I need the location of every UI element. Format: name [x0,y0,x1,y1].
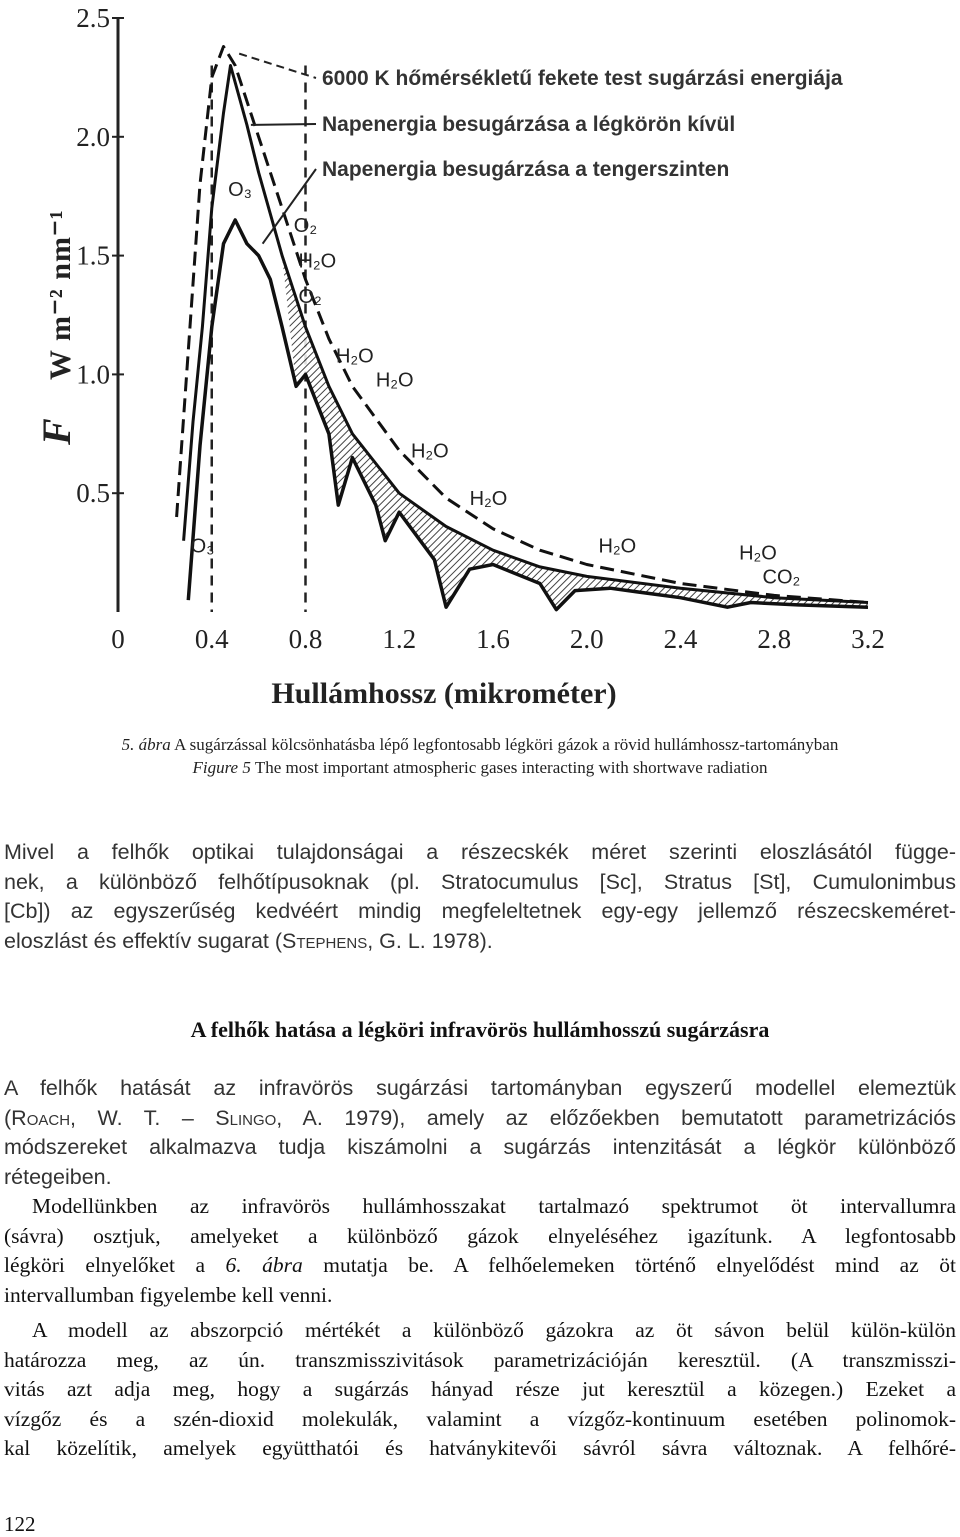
y-tick-label: 0.5 [76,478,110,509]
gas-label: H₂O [375,369,414,392]
gas-label: H₂O [298,250,337,273]
gas-labels [191,179,801,588]
figure-caption-en [0,757,960,779]
paragraph-3-line: intervallumban figyelembe kell venni. [4,1282,333,1307]
author-name: Slingo [215,1105,277,1130]
legend-entry: 6000 K hőmérsékletű fekete test sugárzási energiája [322,67,843,90]
paragraph-2-line: módszereket alkalmazva tudja kiszámolni a sugárzás intenzitását a légkör különböző [4,1135,956,1159]
absorption-hatch-area [282,256,868,610]
paragraph-3-line: Modellünkben az infravörös hullámhosszakat tartalmazó spektrumot öt intervallumra [32,1194,956,1218]
legend-entry: Napenergia besugárzása a tengerszinten [322,158,730,181]
paragraph-4-line: vitás azt adja meg, hogy a sugárzás hányad része jut keresztül a közegen.) Ezeket a [4,1377,956,1401]
x-axis-label: Hullámhossz (mikrométer) [271,677,617,710]
text-fragment: ( [4,1105,12,1130]
series-line-2 [184,66,868,603]
paragraph-1-line [4,927,956,957]
paragraph-3 [4,1192,956,1310]
x-tick-label: 0 [111,624,125,654]
x-tick-label: 2.4 [663,624,698,654]
paragraph-4-line: kal közelítik, amelyek együtthatói és hatványkitevői sávról sávra változnak. A felhőré- [4,1436,956,1460]
figure-label-en: Figure 5 [192,758,251,777]
gas-label: H₂O [739,542,777,565]
figure-label-hu: 5. ábra [121,735,171,754]
x-tick-label: 1.2 [382,624,417,654]
text-fragment: légköri elnyelőket a [4,1253,226,1277]
text-fragment: , A. 1979), amely az előzőekben bemutatott parametrizációs [276,1105,956,1130]
x-tick-label: 0.4 [194,624,229,654]
figure-caption-hu-text: A sugárzással kölcsönhatásba lépő legfontosabb légköri gázok a rövid hullámhossz-tartományban [174,735,839,754]
x-tick-label: 1.6 [476,624,510,654]
legend-entry: Napenergia besugárzása a légkörön kívül [322,113,736,136]
y-tick-label: 2.5 [76,3,110,33]
x-tick-label: 3.2 [851,624,885,654]
paragraph-1-line: [Cb]) az egyszerűség kedvéért mindig megfeleltetnek egy-egy jellemző részecskeméret- [4,899,956,923]
paragraph-3-line [4,1251,956,1281]
gas-label: H₂O [598,535,637,558]
paragraph-1 [4,838,956,956]
paragraph-1-line: Mivel a felhők optikai tulajdonságai a részecskék méret szerinti eloszlásától függe- [4,840,956,864]
legend-leader-line [251,124,316,125]
paragraph-4-line: A modell az abszorpció mértékét a különböző gázokra az öt sávon belül külön-külön [32,1318,956,1342]
x-tick-label: 2.8 [757,624,792,654]
figure-caption-hu [0,734,960,756]
paragraph-4 [4,1316,956,1464]
section-heading: A felhők hatása a légköri infravörös hullámhosszú sugárzásra [190,1017,770,1042]
paragraph-2-line [4,1104,956,1134]
absorption-bands [282,256,868,610]
figure-reference: 6. ábra [225,1253,303,1277]
gas-label: O₂ [293,214,318,237]
paragraph-2 [4,1074,956,1192]
figure-caption-en-text: The most important atmospheric gases interacting with shortwave radiation [254,758,768,777]
text-fragment: , G. L. 1978). [367,928,493,953]
x-tick-label: 0.8 [288,624,323,654]
paragraph-4-line: határozza meg, az ún. transzmisszivitások parametrizációján keresztül. (A transzmisszi- [4,1347,956,1372]
gas-label: H₂O [469,488,508,511]
author-name: Stephens [282,928,368,953]
x-tick-label: 2.0 [569,624,604,654]
text-fragment: mutatja be. A felhőelemeken történő elnyelődést mind az öt [302,1253,956,1277]
gas-label: H₂O [410,440,449,463]
author-name: Roach [11,1105,71,1130]
y-axis-units: W m⁻² nm⁻¹ [44,209,77,380]
gas-label: O₂ [298,286,322,309]
y-tick-label: 1.0 [76,359,110,390]
paragraph-2-line: A felhők hatását az infravörös sugárzási tartományban egyszerű modellel elemeztük [4,1076,956,1100]
gas-label: CO₂ [762,566,801,589]
paragraph-3-line: (sávra) osztjuk, amelyeket a különböző gázok elnyeléséhez igazítunk. A legfontosabb [4,1223,956,1248]
chart-legend [239,54,843,244]
gas-label: O₃ [190,535,215,558]
page-number: 122 [4,1512,36,1536]
gas-label: H₂O [335,345,374,368]
paragraph-1-line: nek, a különböző felhőtípusoknak (pl. Stratocumulus [Sc], Stratus [St], Cumulonimbus [4,869,956,894]
paragraph-2-line: rétegeiben. [4,1164,112,1189]
y-tick-label: 2.0 [76,121,110,152]
y-axis-symbol: F [34,418,79,445]
gas-label: O₃ [228,179,252,202]
paragraph-4-line: vízgőz és a szén-dioxid molekulák, valamint a vízgőz-kontinuum esetében polinomok- [4,1406,956,1431]
y-tick-label: 1.5 [76,240,110,271]
solar-spectrum-chart [0,0,960,725]
text-fragment: , W. T. – [70,1105,216,1130]
text-fragment: eloszlást és effektív sugarat ( [4,928,283,953]
